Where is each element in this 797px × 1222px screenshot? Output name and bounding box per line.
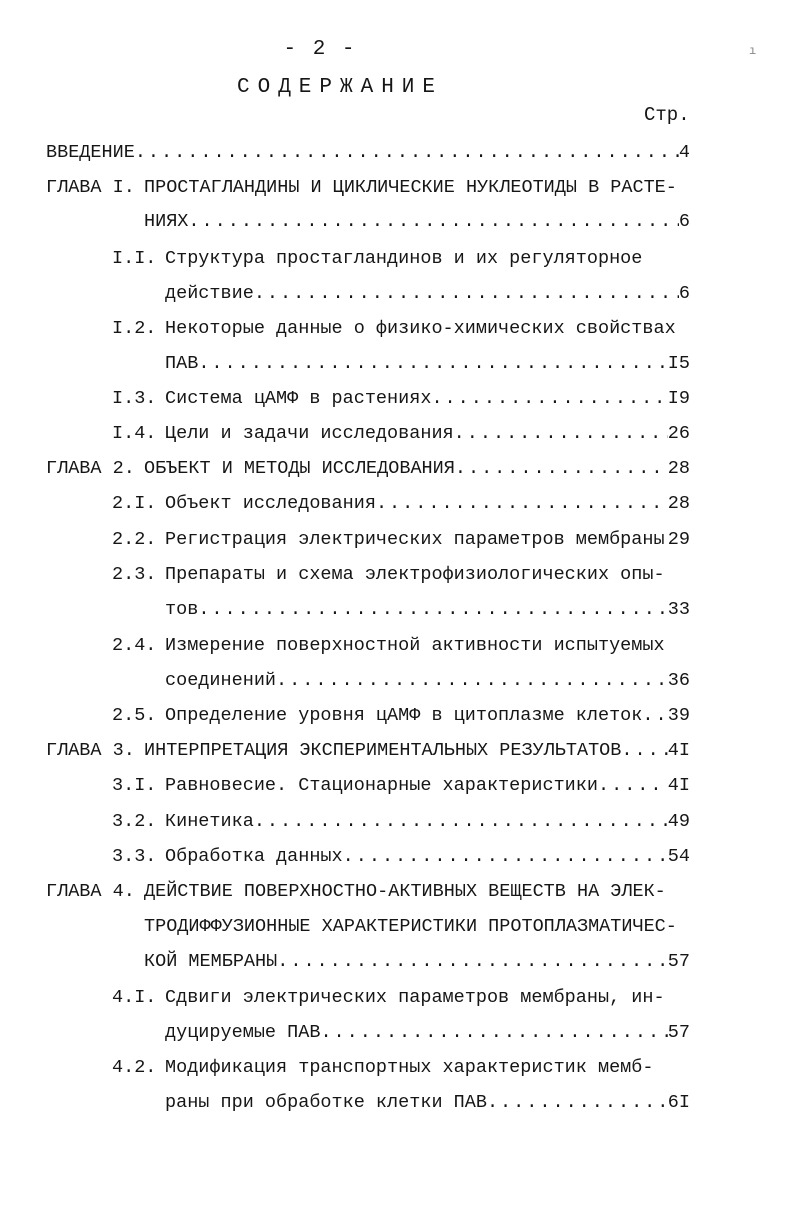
toc-chapter-1-title: ПРОСТАГЛАНДИНЫ И ЦИКЛИЧЕСКИЕ НУКЛЕОТИДЫ В РАСТЕ- [144,177,677,198]
toc-section-3-3-number: 3.3. [112,846,157,867]
page-title: СОДЕРЖАНИЕ [236,76,444,99]
toc-section-1-3-number: I.3. [112,388,157,409]
toc-section-1-3: Система цАМФ в растениях ..... I9 [165,384,690,414]
toc-section-2-5-number: 2.5. [112,705,157,726]
toc-chapter-1-number: ГЛАВА I. [46,177,135,198]
toc-section-4-1-number: 4.I. [112,987,157,1008]
toc-section-2-3-number: 2.3. [112,564,157,585]
toc-chapter-1-leader: НИЯХ ..... 6 [144,207,690,237]
toc-section-1-2-title: Некоторые данные о физико-химических свойствах [165,318,676,339]
toc-chapter-2: ОБЪЕКТ И МЕТОДЫ ИССЛЕДОВАНИЯ ..... 28 [144,454,690,484]
scan-mark: ı [749,44,757,58]
toc-section-2-3-leader: тов ..... 33 [165,595,690,625]
toc-section-4-2-number: 4.2. [112,1057,157,1078]
toc-section-2-5: Определение уровня цАМФ в цитоплазме клеток ..... 39 [165,701,690,731]
toc-section-4-2-leader: раны при обработке клетки ПАВ ..... 6I [165,1088,690,1118]
toc-section-2-4-number: 2.4. [112,635,157,656]
toc-entry-intro: ВВЕДЕНИЕ ..... 4 [46,138,690,168]
toc-section-2-4-leader: соединений ..... 36 [165,666,690,696]
toc-section-1-1-title: Структура простагландинов и их регуляторное [165,248,643,269]
toc-section-3-2-number: 3.2. [112,811,157,832]
toc-section-2-2-number: 2.2. [112,529,157,550]
toc-section-2-1-number: 2.I. [112,493,157,514]
toc-chapter-4-leader: КОЙ МЕМБРАНЫ ..... 57 [144,947,690,977]
toc-section-2-4-title: Измерение поверхностной активности испытуемых [165,635,665,656]
toc-chapter-2-number: ГЛАВА 2. [46,458,135,479]
toc-chapter-3-number: ГЛАВА 3. [46,740,135,761]
toc-section-3-2: Кинетика ..... 49 [165,807,690,837]
toc-chapter-4-title-line1: ДЕЙСТВИЕ ПОВЕРХНОСТНО-АКТИВНЫХ ВЕЩЕСТВ НА ЭЛЕК- [144,881,666,902]
toc-section-1-4-number: I.4. [112,423,157,444]
toc-section-1-1-number: I.I. [112,248,157,269]
toc-section-3-3: Обработка данных ..... 54 [165,842,690,872]
toc-section-1-4: Цели и задачи исследования ..... 26 [165,419,690,449]
toc-section-4-1-title: Сдвиги электрических параметров мембраны, ин- [165,987,665,1008]
toc-section-3-1: Равновесие. Стационарные характеристики ..... 4I [165,771,690,801]
toc-section-2-1: Объект исследования ..... 28 [165,489,690,519]
toc-section-2-2: Регистрация электрических параметров мембраны ..... 29 [165,525,690,555]
page-column-header: Стр. [644,104,690,126]
toc-section-1-2-number: I.2. [112,318,157,339]
toc-chapter-4-title-line2: ТРОДИФФУЗИОННЫЕ ХАРАКТЕРИСТИКИ ПРОТОПЛАЗМАТИЧЕС- [144,916,677,937]
toc-chapter-3: ИНТЕРПРЕТАЦИЯ ЭКСПЕРИМЕНТАЛЬНЫХ РЕЗУЛЬТАТОВ ..... 4I [144,736,690,766]
toc-section-2-3-title: Препараты и схема электрофизиологических опы- [165,564,665,585]
page-number: - 2 - [283,38,357,61]
toc-section-1-2-leader: ПАВ ..... I5 [165,349,690,379]
toc-section-3-1-number: 3.I. [112,775,157,796]
toc-section-1-1-leader: действие ..... 6 [165,279,690,309]
toc-section-4-2-title: Модификация транспортных характеристик мемб- [165,1057,654,1078]
toc-chapter-4-number: ГЛАВА 4. [46,881,135,902]
toc-section-4-1-leader: дуцируемые ПАВ ..... 57 [165,1018,690,1048]
